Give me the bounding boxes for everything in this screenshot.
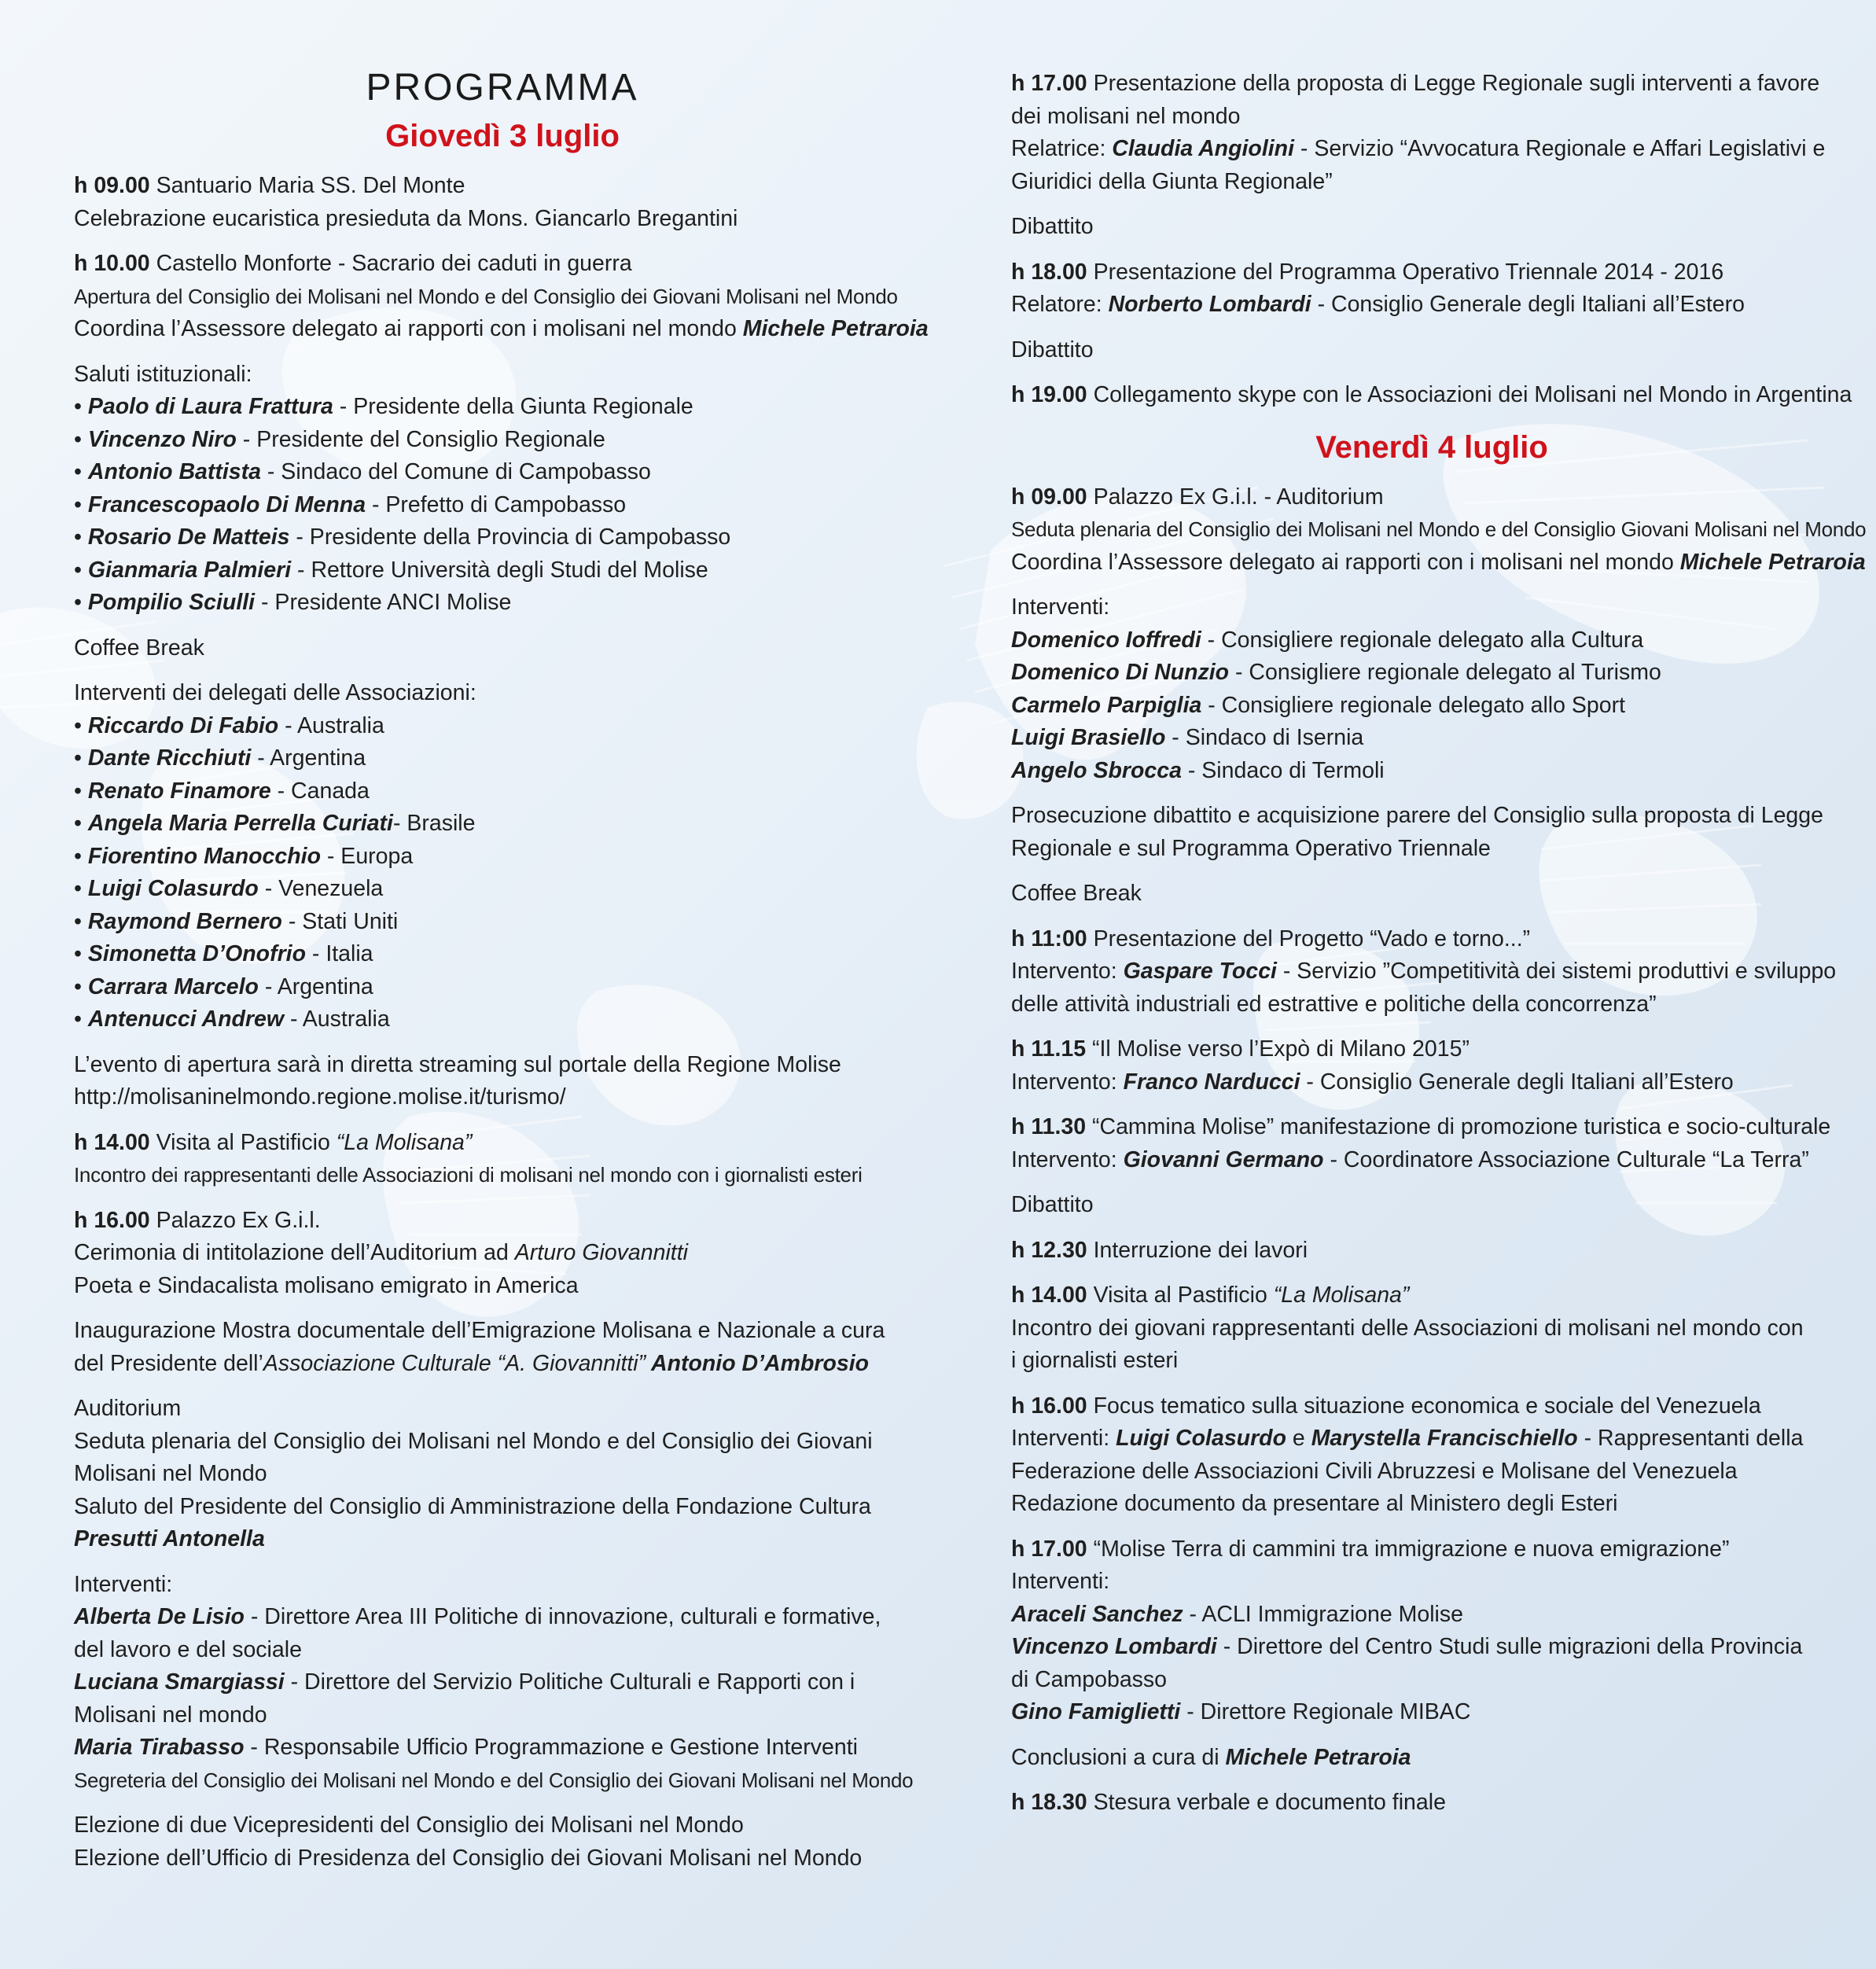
person-name: Alberta De Lisio — [74, 1604, 245, 1629]
event-d2-1130 — [1011, 1111, 1852, 1176]
person-role: - Venezuela — [258, 876, 384, 901]
list-item — [74, 456, 931, 489]
event-place: Santuario Maria SS. Del Monte — [149, 173, 465, 198]
event-time: h 16.00 — [74, 1207, 150, 1233]
event-time: h 11:00 — [1011, 926, 1087, 951]
event-coord: Coordina l’Assessore delegato ai rapporti con i molisani nel mondo — [74, 316, 743, 341]
event-d1-1400 — [74, 1127, 931, 1192]
conclusioni-block — [1011, 1742, 1852, 1775]
dibattito: Dibattito — [1011, 1192, 1094, 1217]
person-name: Domenico Ioffredi — [1011, 627, 1201, 653]
person-role: - Australia — [278, 712, 384, 738]
list-item — [74, 971, 931, 1004]
event-d1-1700 — [1011, 68, 1852, 198]
coffee-break: Coffee Break — [74, 635, 204, 661]
person-name: Luigi Brasiello — [1011, 725, 1166, 750]
day1-title: Giovedì 3 luglio — [385, 119, 620, 153]
dibattito: Dibattito — [1011, 337, 1094, 363]
coord-name: Michele Petraroia — [742, 316, 929, 341]
person-name: Presutti Antonella — [74, 1526, 265, 1551]
auditorium-text: Molisani nel Mondo — [74, 1461, 267, 1486]
intervento-label: Intervento: — [1011, 1069, 1124, 1095]
event-desc: “Il Molise verso l’Expò di Milano 2015” — [1086, 1036, 1470, 1062]
event-time: h 12.30 — [1011, 1237, 1087, 1263]
person-name: Norberto Lombardi — [1108, 292, 1311, 317]
event-place: Visita al Pastificio — [1087, 1283, 1274, 1308]
interventi-label: Interventi: — [74, 1571, 173, 1597]
person-role: - Presidente ANCI Molise — [255, 590, 512, 615]
event-d2-1230 — [1011, 1235, 1852, 1268]
event-d2-1600 — [1011, 1390, 1852, 1521]
list-item — [74, 710, 931, 743]
event-place-italic: “La Molisana” — [1273, 1283, 1410, 1308]
event-time: h 14.00 — [74, 1129, 150, 1155]
event-time: h 16.00 — [1011, 1393, 1087, 1419]
person-role: - Direttore del Centro Studi sulle migrazioni della Provincia — [1216, 1634, 1803, 1659]
list-item — [1011, 657, 1852, 690]
saluti-label: Saluti istituzionali: — [74, 361, 252, 387]
person-name: Carrara Marcelo — [87, 973, 259, 999]
person-role: - Italia — [306, 941, 373, 966]
person-name: Domenico Di Nunzio — [1011, 660, 1230, 685]
event-desc: Presentazione della proposta di Legge Regionale sugli interventi a favore — [1087, 71, 1820, 96]
event-d1-0900 — [74, 170, 931, 235]
person-name: Angela Maria Perrella Curiati — [87, 811, 393, 836]
interventi-d2-section — [1011, 591, 1852, 787]
person-role: - Consiglio Generale degli Italiani all’Estero — [1300, 1069, 1734, 1095]
person-name: Riccardo Di Fabio — [87, 712, 279, 738]
auditorium-block — [74, 1393, 931, 1556]
list-item — [74, 587, 931, 620]
event-d2-1700 — [1011, 1533, 1852, 1729]
event-desc: Presentazione del Programma Operativo Triennale 2014 - 2016 — [1087, 259, 1724, 285]
person-role: - Presidente della Provincia di Campobasso — [289, 524, 731, 550]
person-name: Claudia Angiolini — [1112, 136, 1294, 161]
person-name: Michele Petraroia — [1225, 1744, 1411, 1770]
person-role: - Brasile — [392, 811, 476, 836]
person-role: del lavoro e del sociale — [74, 1636, 302, 1662]
list-item — [74, 841, 931, 874]
person-name: Simonetta D’Onofrio — [87, 941, 306, 966]
person-role: - Consiglio Generale degli Italiani all’Estero — [1311, 292, 1745, 317]
event-desc: Collegamento skype con le Associazioni dei Molisani nel Mondo in Argentina — [1087, 382, 1852, 407]
intervento-label: Intervento: — [1011, 959, 1124, 984]
person-role: - Presidente del Consiglio Regionale — [236, 426, 605, 452]
event-desc: “Molise Terra di cammini tra immigrazione e nuova emigrazione” — [1087, 1536, 1730, 1562]
person-role: - Sindaco di Isernia — [1165, 725, 1364, 750]
person-name: Gianmaria Palmieri — [87, 557, 292, 583]
event-d2-1400 — [1011, 1279, 1852, 1378]
event-d1-1800 — [1011, 256, 1852, 322]
event-d1-1600 — [74, 1205, 931, 1303]
person-name: Gaspare Tocci — [1123, 959, 1277, 984]
person-role: di Campobasso — [1011, 1666, 1168, 1692]
prosecuzione-block — [1011, 800, 1852, 865]
interventi-section — [74, 1569, 931, 1798]
event-place: Castello Monforte - Sacrario dei caduti in guerra — [149, 251, 632, 276]
event-desc: dei molisani nel mondo — [1011, 103, 1241, 129]
streaming-text: L’evento di apertura sarà in diretta streaming sul portale della Regione Molise — [74, 1051, 841, 1077]
person-role: - Coordinatore Associazione Culturale “La Terra” — [1323, 1146, 1809, 1172]
person-name: Luigi Colasurdo — [1116, 1426, 1286, 1451]
event-coord: Coordina l’Assessore delegato ai rapporti con i molisani nel mondo — [1011, 549, 1680, 575]
auditorium-text: Saluto del Presidente del Consiglio di Amministrazione della Fondazione Cultura — [74, 1493, 871, 1519]
person-role: - Direttore Regionale MIBAC — [1180, 1699, 1471, 1724]
event-d2-1100 — [1011, 923, 1852, 1021]
list-item — [1011, 755, 1852, 788]
person-role: - Europa — [320, 843, 414, 869]
person-name: Paolo di Laura Frattura — [87, 394, 333, 419]
interventi-label: Interventi: — [1011, 1426, 1116, 1451]
association-name: Associazione Culturale “A. Giovannitti” — [263, 1350, 646, 1376]
person-role: - Canada — [270, 778, 370, 804]
page-title: PROGRAMMA — [366, 67, 639, 109]
left-column — [74, 63, 931, 1887]
person-name: Pompilio Sciulli — [87, 590, 256, 615]
event-d2-0900 — [1011, 481, 1867, 580]
person-name: Franco Narducci — [1123, 1069, 1300, 1095]
mostra-block — [74, 1315, 931, 1380]
event-desc: Redazione documento da presentare al Ministero degli Esteri — [1011, 1491, 1618, 1516]
interventi-label: Interventi: — [1011, 594, 1110, 620]
conclusioni-text: Conclusioni a cura di — [1011, 1744, 1226, 1770]
list-item — [1011, 722, 1852, 755]
person-role: - Consigliere regionale delegato alla Cultura — [1201, 627, 1644, 653]
event-time: h 19.00 — [1011, 382, 1087, 407]
event-desc: Presentazione del Progetto “Vado e torno...” — [1087, 926, 1531, 951]
dibattito: Dibattito — [1011, 214, 1094, 239]
event-place: Visita al Pastificio — [149, 1129, 337, 1155]
person-name: Francescopaolo Di Menna — [87, 491, 366, 517]
person-name: Antonio Battista — [87, 459, 261, 484]
person-role: Molisani nel mondo — [74, 1702, 267, 1728]
person-name: Maria Tirabasso — [74, 1735, 245, 1760]
event-time: h 11.15 — [1011, 1036, 1087, 1062]
event-desc: “Cammina Molise” manifestazione di promozione turistica e socio-culturale — [1086, 1114, 1831, 1139]
right-column — [1011, 68, 1867, 1832]
person-role: - Stati Uniti — [281, 908, 399, 934]
person-role: - Argentina — [251, 745, 366, 771]
event-desc: Incontro dei giovani rappresentanti delle Associazioni di molisani nel mondo con — [1011, 1315, 1804, 1341]
day2-title: Venerdì 4 luglio — [1315, 429, 1548, 465]
event-time: h 09.00 — [74, 173, 150, 198]
event-place-italic: “La Molisana” — [336, 1129, 473, 1155]
list-item — [74, 521, 931, 554]
person-name: Gino Famiglietti — [1011, 1699, 1181, 1724]
dedicatee-name: Arturo Giovannitti — [514, 1240, 688, 1265]
event-place: Palazzo Ex G.i.l. — [149, 1207, 321, 1233]
conjunction: e — [1286, 1426, 1311, 1451]
person-name: Luciana Smargiassi — [74, 1669, 285, 1695]
person-role: - Sindaco del Comune di Campobasso — [260, 459, 651, 484]
list-item — [1011, 624, 1852, 657]
list-item — [74, 938, 931, 971]
relatore-label: Relatore: — [1011, 292, 1109, 317]
person-name: Antenucci Andrew — [87, 1007, 285, 1032]
person-role: delle attività industriali ed estrattive e politiche della concorrenza” — [1011, 991, 1657, 1017]
person-name: Raymond Bernero — [87, 908, 282, 934]
elezione-text: Elezione dell’Ufficio di Presidenza del Consiglio dei Giovani Molisani nel Mondo — [74, 1845, 863, 1871]
event-desc: Apertura del Consiglio dei Molisani nel Mondo e del Consiglio dei Giovani Molisani nel Mondo — [74, 284, 898, 308]
elezioni-block — [74, 1809, 931, 1875]
event-desc: Poeta e Sindacalista molisano emigrato in America — [74, 1272, 579, 1298]
event-time: h 11.30 — [1011, 1114, 1087, 1139]
person-role: - Australia — [284, 1007, 390, 1032]
person-name: Rosario De Matteis — [87, 524, 290, 550]
person-name: Vincenzo Niro — [87, 426, 237, 452]
person-role: - Responsabile Ufficio Programmazione e Gestione Interventi — [244, 1735, 858, 1760]
person-name: Renato Finamore — [87, 778, 271, 804]
person-name: Carmelo Parpiglia — [1011, 692, 1202, 718]
person-role: Giuridici della Giunta Regionale” — [1011, 168, 1333, 194]
event-time: h 10.00 — [74, 251, 150, 276]
event-d2-1830 — [1011, 1787, 1852, 1820]
event-desc: Cerimonia di intitolazione dell’Auditorium ad — [74, 1240, 515, 1265]
person-role: - Presidente della Giunta Regionale — [333, 394, 693, 419]
list-item — [74, 391, 931, 424]
intervento-label: Intervento: — [1011, 1146, 1124, 1172]
person-name: Luigi Colasurdo — [87, 876, 259, 901]
delegati-section — [74, 677, 931, 1036]
streaming-url-link[interactable]: http://molisaninelmondo.regione.molise.it/turismo/ — [74, 1084, 566, 1110]
relatrice-label: Relatrice: — [1011, 136, 1113, 161]
person-role: - Direttore Area III Politiche di innovazione, culturali e formative, — [244, 1604, 881, 1629]
event-time: h 14.00 — [1011, 1283, 1087, 1308]
list-item — [74, 742, 931, 775]
event-d2-1115 — [1011, 1033, 1852, 1099]
event-time: h 18.30 — [1011, 1790, 1087, 1815]
event-desc: Seduta plenaria del Consiglio dei Molisani nel Mondo e del Consiglio Giovani Molisani nel Mondo — [1011, 517, 1867, 541]
person-role: - Rappresentanti della — [1577, 1426, 1804, 1451]
list-item — [74, 775, 931, 808]
person-role: - Consigliere regionale delegato al Turismo — [1229, 660, 1661, 685]
event-d1-1900 — [1011, 379, 1852, 412]
person-name: Dante Ricchiuti — [87, 745, 252, 771]
event-desc: Interruzione dei lavori — [1087, 1237, 1308, 1263]
streaming-note — [74, 1049, 931, 1114]
person-name: Marystella Francischiello — [1311, 1426, 1578, 1451]
event-d1-1000 — [74, 248, 931, 346]
event-time: h 17.00 — [1011, 1536, 1087, 1562]
event-time: h 09.00 — [1011, 484, 1087, 510]
person-name: Fiorentino Manocchio — [87, 843, 321, 869]
list-item — [74, 1003, 931, 1036]
person-role: - Servizio “Avvocatura Regionale e Affari Legislativi e — [1294, 136, 1826, 161]
coffee-break: Coffee Break — [1011, 881, 1142, 906]
person-role: - Sindaco di Termoli — [1181, 757, 1385, 783]
event-desc: Stesura verbale e documento finale — [1087, 1790, 1446, 1815]
prosecuzione-text: Prosecuzione dibattito e acquisizione parere del Consiglio sulla proposta di Legge — [1011, 803, 1823, 828]
person-name: Antonio D’Ambrosio — [646, 1350, 870, 1376]
coord-name: Michele Petraroia — [1679, 549, 1866, 575]
list-item — [1011, 690, 1852, 723]
mostra-text: Inaugurazione Mostra documentale dell’Emigrazione Molisana e Nazionale a cura — [74, 1318, 885, 1343]
person-role: - Argentina — [258, 973, 373, 999]
person-role: - ACLI Immigrazione Molise — [1183, 1601, 1463, 1627]
event-desc: Incontro dei rappresentanti delle Associazioni di molisani nel mondo con i giornalisti esteri — [74, 1163, 863, 1187]
list-item — [74, 424, 931, 457]
person-name: Angelo Sbrocca — [1011, 757, 1182, 783]
auditorium-text: Seduta plenaria del Consiglio dei Molisani nel Mondo e del Consiglio dei Giovani — [74, 1428, 873, 1454]
saluti-section — [74, 359, 931, 620]
event-time: h 18.00 — [1011, 259, 1087, 285]
person-role: Segreteria del Consiglio dei Molisani nel Mondo e del Consiglio dei Giovani Molisani nel Mondo — [74, 1768, 914, 1792]
person-role: - Prefetto di Campobasso — [366, 491, 627, 517]
mostra-text: del Presidente dell’ — [74, 1350, 263, 1376]
interventi-label: Interventi: — [1011, 1569, 1110, 1594]
event-desc: Celebrazione eucaristica presieduta da Mons. Giancarlo Bregantini — [74, 205, 738, 231]
person-role: - Rettore Università degli Studi del Molise — [291, 557, 708, 583]
person-role: - Servizio ”Competitività dei sistemi produttivi e sviluppo — [1276, 959, 1837, 984]
event-place: Palazzo Ex G.i.l. - Auditorium — [1087, 484, 1384, 510]
event-desc: i giornalisti esteri — [1011, 1348, 1179, 1373]
person-name: Giovanni Germano — [1123, 1146, 1324, 1172]
person-name: Vincenzo Lombardi — [1011, 1634, 1217, 1659]
list-item — [74, 873, 931, 906]
list-item — [74, 808, 931, 841]
event-desc: Federazione delle Associazioni Civili Abruzzesi e Molisane del Venezuela — [1011, 1458, 1738, 1484]
list-item — [74, 554, 931, 587]
person-role: - Consigliere regionale delegato allo Sport — [1201, 692, 1626, 718]
event-time: h 17.00 — [1011, 71, 1087, 96]
person-name: Araceli Sanchez — [1011, 1601, 1183, 1627]
list-item — [74, 489, 931, 522]
delegati-label: Interventi dei delegati delle Associazioni: — [74, 680, 476, 705]
prosecuzione-text: Regionale e sul Programma Operativo Triennale — [1011, 835, 1491, 861]
event-desc: Focus tematico sulla situazione economica e sociale del Venezuela — [1087, 1393, 1761, 1419]
auditorium-label: Auditorium — [74, 1396, 182, 1421]
person-role: - Direttore del Servizio Politiche Culturali e Rapporti con i — [284, 1669, 855, 1695]
list-item — [74, 906, 931, 939]
elezione-text: Elezione di due Vicepresidenti del Consiglio dei Molisani nel Mondo — [74, 1813, 744, 1838]
